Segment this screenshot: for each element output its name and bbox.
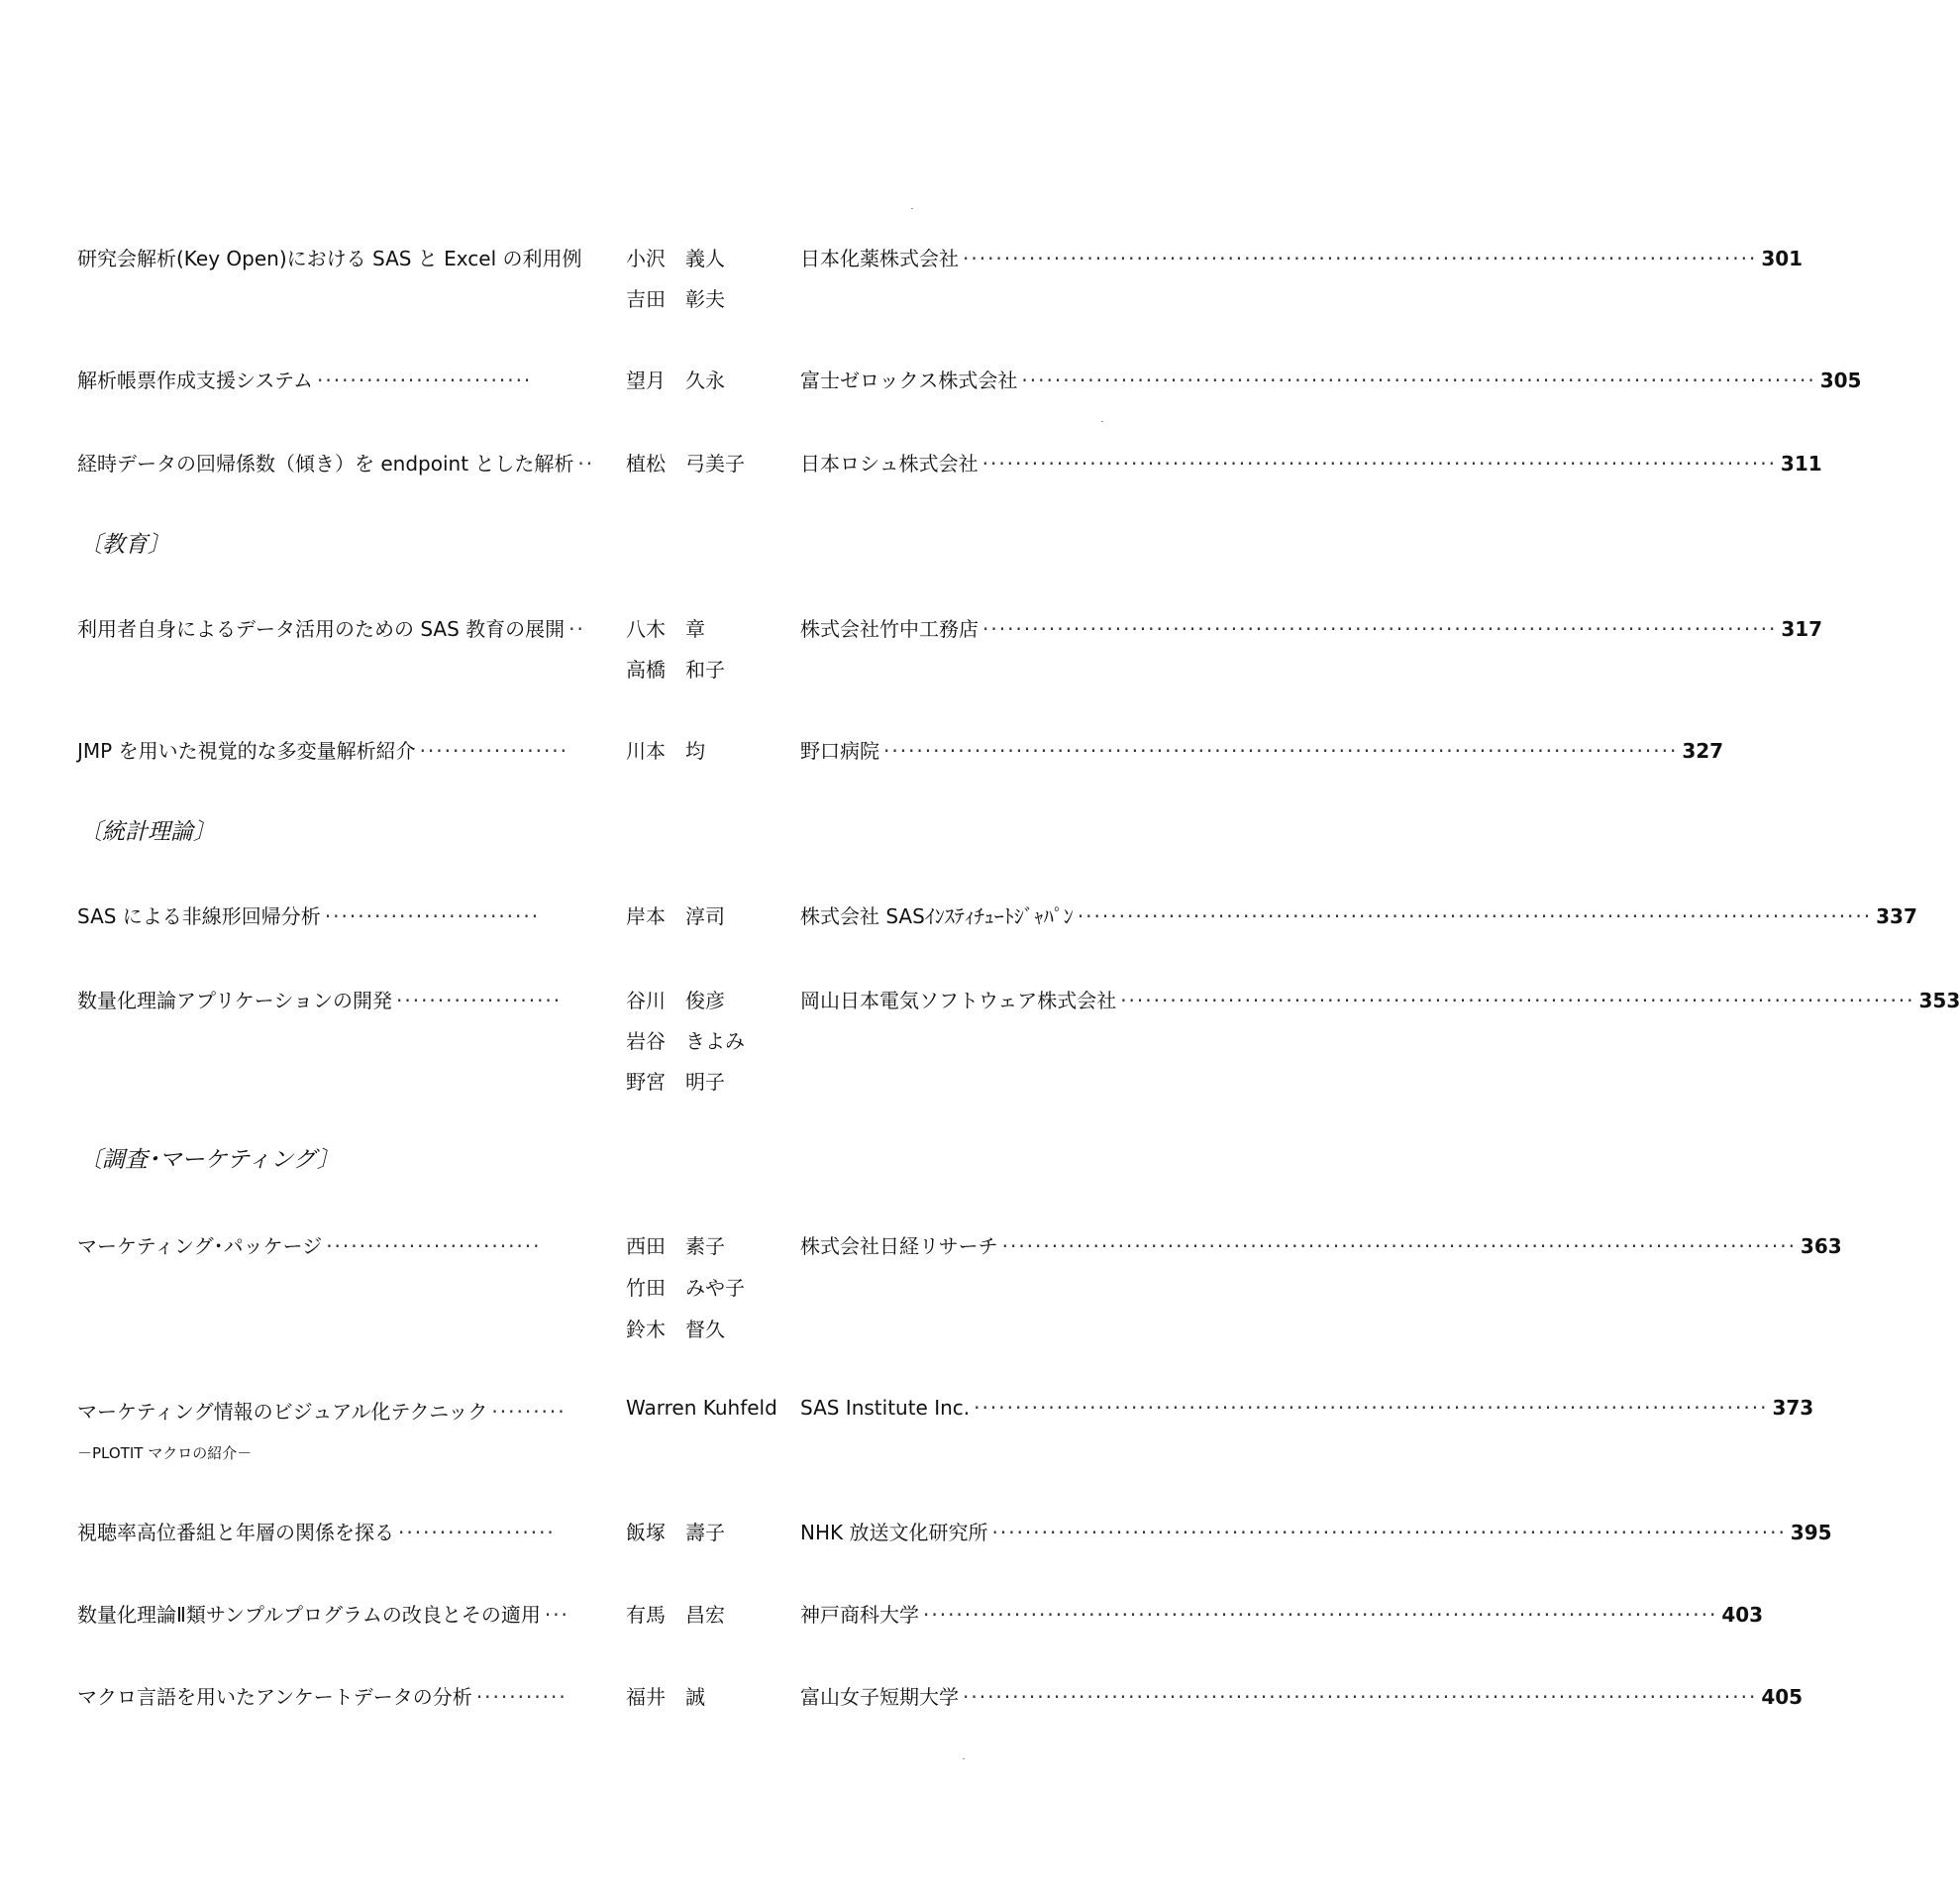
leader-dots: ································································································ [1120,989,1915,1012]
affiliation: 日本ロシュ株式会社 [800,452,979,476]
entry-title: SAS による非線形回帰分析 ·························· [77,904,541,928]
entry-subtitle: －PLOTIT マクロの紹介－ [77,1444,253,1462]
entry-title: マクロ言語を用いたアンケートデータの分析 ··········· [77,1685,567,1709]
leader-dots: ································································································ [974,1396,1769,1420]
author-name: 小沢 義人 [626,247,725,270]
page-number: 363 [1800,1234,1842,1258]
page-number: 395 [1790,1521,1832,1544]
author-name: 岩谷 きよみ [626,1029,745,1053]
affiliation: 日本化薬株式会社 [800,247,959,270]
author-name: 望月 久永 [626,369,725,392]
author-name: 竹田 みや子 [626,1276,745,1300]
author-name: 飯塚 壽子 [626,1521,725,1544]
author-name: 谷川 俊彦 [626,989,725,1012]
page-number: 317 [1781,617,1823,641]
author-name: 西田 素子 [626,1234,725,1258]
leader-dots: ································································································ [1021,369,1816,392]
leader-dots: ································································································ [1077,904,1873,928]
affiliation-line [800,1230,1842,1258]
affiliation: 富山女子短期大学 [800,1685,959,1709]
section-heading-marketing: 〔調査･マーケティング〕 [79,1147,340,1173]
page-number: 327 [1682,739,1724,763]
entry-title: 利用者自身によるデータ活用のための SAS 教育の展開 ·· [77,617,585,641]
affiliation-line [800,1599,1764,1627]
author-name: 八木 章 [626,617,705,641]
leader-dots: ································································································ [963,1685,1758,1709]
section-heading-statistics: 〔統計理論〕 [79,819,216,845]
section-heading-education: 〔教育〕 [79,532,170,558]
affiliation-line [800,900,1917,928]
author-name: 高橋 和子 [626,658,725,682]
leader-dots: ································································································ [923,1603,1718,1627]
entry-title: 解析帳票作成支援システム ·························· [77,369,533,392]
author-name: 有馬 昌宏 [626,1603,725,1627]
affiliation-line [800,1681,1804,1709]
affiliation-line [800,1517,1832,1544]
author-name: 吉田 彰夫 [626,287,725,311]
entry-title: 研究会解析(Key Open)における SAS と Excel の利用例 [77,247,582,270]
affiliation: NHK 放送文化研究所 [800,1521,988,1544]
author-name: 川本 均 [626,739,705,763]
page-number: 403 [1721,1603,1764,1627]
affiliation-line [800,1396,1814,1424]
entry-title: マーケティング･パッケージ ·························· [77,1234,542,1258]
entry-title: 数量化理論Ⅱ類サンプルプログラムの改良とその適用 ··· [77,1603,569,1627]
affiliation: 岡山日本電気ソフトウェア株式会社 [800,989,1117,1012]
page-number: 337 [1876,904,1917,928]
affiliation-line [800,448,1822,476]
entry-title: 数量化理論アプリケーションの開発 ···················· [77,989,563,1012]
entry-title: 視聴率高位番組と年層の関係を探る ··················· [77,1521,556,1544]
affiliation: 株式会社日経リサーチ [800,1234,998,1258]
leader-dots: ································································································ [883,739,1679,763]
affiliation: 株式会社竹中工務店 [800,617,979,641]
leader-dots: ································································································ [981,452,1777,476]
leader-dots: ································································································ [1001,1234,1797,1258]
affiliation: 株式会社 SASｲﾝｽﾃｨﾁｭｰﾄｼﾞｬﾊﾟﾝ [800,904,1074,928]
scan-speck [1101,421,1103,422]
leader-dots: ································································································ [963,247,1758,270]
scan-speck [911,208,913,209]
entry-title: マーケティング情報のビジュアル化テクニック ········· [77,1400,567,1424]
affiliation-line [800,735,1724,763]
affiliation: 富士ゼロックス株式会社 [800,369,1018,392]
affiliation-line [800,243,1804,270]
affiliation-line [800,365,1862,392]
affiliation-line [800,613,1823,641]
page-number: 311 [1780,452,1822,476]
author-name: Warren Kuhfeld [626,1396,777,1420]
author-name: 福井 誠 [626,1685,705,1709]
author-name: 野宮 明子 [626,1070,725,1094]
page-number: 373 [1772,1396,1814,1420]
author-name: 鈴木 督久 [626,1318,725,1341]
page-number: 305 [1819,369,1862,392]
entry-title: JMP を用いた視覚的な多変量解析紹介 ·················· [77,739,569,763]
author-name: 植松 弓美子 [626,452,745,476]
page-number: 353 [1918,989,1960,1012]
entry-title: 経時データの回帰係数（傾き）を endpoint とした解析 ·· [77,452,595,476]
affiliation: SAS Institute Inc. [800,1396,971,1420]
page-number: 301 [1761,247,1804,270]
leader-dots: ································································································ [991,1521,1787,1544]
affiliation-line [800,985,1960,1012]
leader-dots: ································································································ [982,617,1778,641]
affiliation: 野口病院 [800,739,879,763]
author-name: 岸本 淳司 [626,904,725,928]
affiliation: 神戸商科大学 [800,1603,919,1627]
page-number: 405 [1761,1685,1804,1709]
scan-speck [963,1758,965,1759]
